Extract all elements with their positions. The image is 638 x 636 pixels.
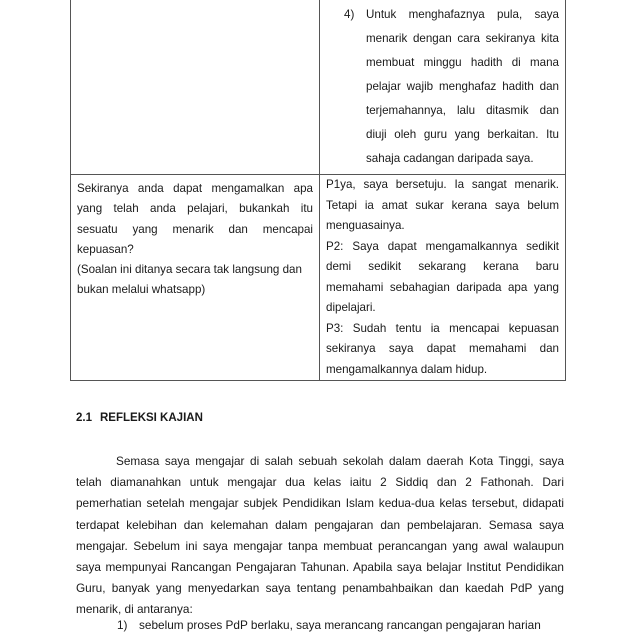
- section-title: REFLEKSI KAJIAN: [100, 412, 203, 424]
- answer-p2: P2: Saya dapat mengamalkannya sedikit demi sedikit sekarang kerana baru memahami sebahagian daripada apa yang dipelajari.: [326, 239, 559, 314]
- question-note: (Soalan ini ditanya secara tak langsung dan bukan melalui whatsapp): [77, 263, 302, 297]
- table-cell-suggestions: [320, 0, 566, 175]
- question-text: Sekiranya anda dapat mengamalkan apa yang telah anda pelajari, bukankah itu sesuatu yang menarik dan mencapai kepuasan?: [77, 182, 313, 256]
- table-cell-answers: [320, 175, 566, 381]
- table-row: [71, 0, 566, 175]
- body-paragraph: [76, 451, 564, 621]
- list-text: sebelum proses PdP berlaku, saya merancang rancangan pengajaran harian: [139, 618, 541, 632]
- list-item: [320, 3, 565, 171]
- list-number: 1): [117, 618, 128, 632]
- table-cell-question: [71, 175, 320, 381]
- table-row: [71, 175, 566, 381]
- section-number: 2.1: [76, 412, 92, 424]
- cut-off-line: [320, 0, 565, 3]
- section-heading: [76, 412, 203, 424]
- list-number: 4): [344, 8, 355, 21]
- table-cell-empty: [71, 0, 320, 175]
- list-item: [117, 615, 564, 636]
- interview-table: [70, 0, 566, 381]
- answer-p3: P3: Sudah tentu ia mencapai kepuasan sekiranya saya dapat memahami dan mengamalkannya dalam hidup.: [326, 321, 559, 376]
- paragraph-text: Semasa saya mengajar di salah sebuah sekolah dalam daerah Kota Tinggi, saya telah diamanahkan untuk mengajar dua kelas iaitu 2 Siddiq dan 2 Fathonah. Dari pemerhatian setelah mengajar subjek Pendidikan Islam kedua-dua kelas tersebut, didapati terdapat kelebihan dan kelemahan dalam pengajaran dan pembelajaran. Semasa saya mengajar. Sebelum ini saya mengajar tanpa membuat perancangan yang awal walaupun saya mempunyai Rancangan Pengajaran Tahunan. Apabila saya belajar Institut Pendidikan Guru, banyak yang menyedarkan saya tentang penambahbaikan dan kaedah PdP yang menarik, di antaranya:: [76, 454, 564, 617]
- list-text: Untuk menghafaznya pula, saya menarik dengan cara sekiranya kita membuat minggu hadith di mana pelajar wajib menghafaz hadith dan terjemahannya, lalu ditasmik dan diuji oleh guru yang berkaitan. Itu sahaja cadangan daripada saya.: [366, 8, 559, 165]
- answer-p1: P1ya, saya bersetuju. Ia sangat menarik. Tetapi ia amat sukar kerana saya belum menguasainya.: [326, 178, 559, 232]
